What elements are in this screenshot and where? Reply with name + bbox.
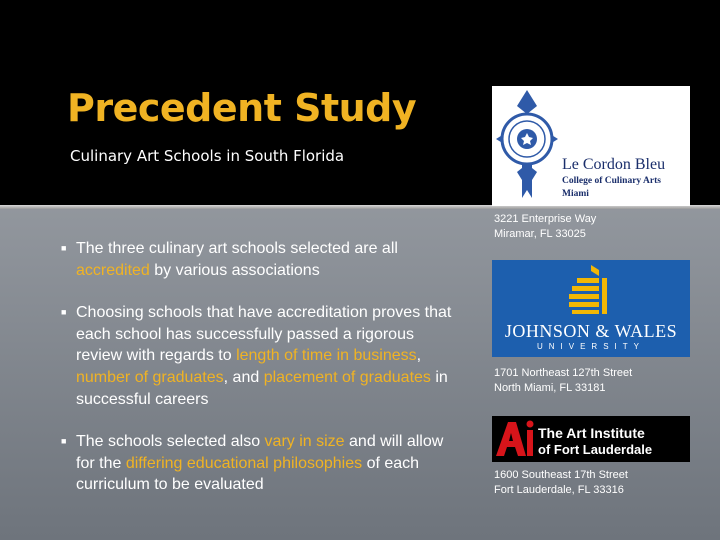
bullet-text: of each curriculum to be evaluated	[76, 454, 420, 494]
ai-address-line2: Fort Lauderdale, FL 33316	[494, 484, 624, 496]
johnson-wales-emblem-icon	[492, 260, 690, 320]
ai-address-line1: 1600 Southeast 17th Street	[494, 469, 628, 481]
jw-address-line1: 1701 Northeast 127th Street	[494, 367, 633, 379]
jw-logo-name: JOHNSON & WALES	[504, 321, 678, 341]
le-cordon-bleu-logo	[492, 86, 690, 206]
bullet-text: , and	[223, 368, 264, 386]
lcb-logo-subtitle: College of Culinary Arts	[562, 176, 661, 186]
bullet-item	[60, 431, 460, 496]
highlight-text: differing educational philosophies	[125, 454, 363, 472]
slide-title: Precedent Study	[67, 86, 417, 130]
highlight-text: vary in size	[264, 433, 345, 451]
bullet-item	[60, 238, 460, 281]
bullet-text: Choosing schools that have accreditation proves that each school has successfully passed a rigorous review with regards to	[76, 304, 452, 365]
cordon-bleu-cross-icon	[492, 86, 562, 206]
bullet-item	[60, 302, 460, 410]
jw-logo-subtitle: UNIVERSITY	[536, 342, 645, 351]
ai-address	[494, 468, 628, 498]
highlight-text: placement of graduates	[263, 368, 431, 386]
art-institute-ai-icon	[492, 416, 536, 462]
slide-subtitle: Culinary Art Schools in South Florida	[70, 147, 345, 165]
bullet-text: The three culinary art schools selected are all	[76, 240, 398, 257]
highlight-text: number of graduates	[76, 368, 224, 386]
ai-logo-name: The Art Institute	[538, 425, 645, 441]
jw-address-line2: North Miami, FL 33181	[494, 382, 606, 394]
bullet-list	[60, 238, 460, 517]
bullet-text: and will allow for the	[76, 433, 444, 472]
bullet-text: in successful careers	[76, 368, 448, 408]
ai-logo-subtitle: of Fort Lauderdale	[538, 442, 653, 457]
art-institute-logo	[492, 416, 690, 462]
lcb-logo-name: Le Cordon Bleu	[562, 156, 666, 173]
highlight-text: length of time in business	[236, 347, 417, 365]
lcb-logo-city: Miami	[562, 189, 589, 199]
johnson-wales-logo	[492, 260, 690, 357]
bullet-text: by various associations	[149, 261, 320, 279]
highlight-text: accredited	[76, 261, 150, 279]
lcb-address-line1: 3221 Enterprise Way	[494, 213, 597, 225]
lcb-address	[494, 212, 596, 242]
jw-address	[494, 366, 632, 396]
bullet-text: The schools selected also	[76, 433, 265, 451]
bullet-text: ,	[416, 347, 422, 365]
lcb-address-line2: Miramar, FL 33025	[494, 228, 586, 240]
